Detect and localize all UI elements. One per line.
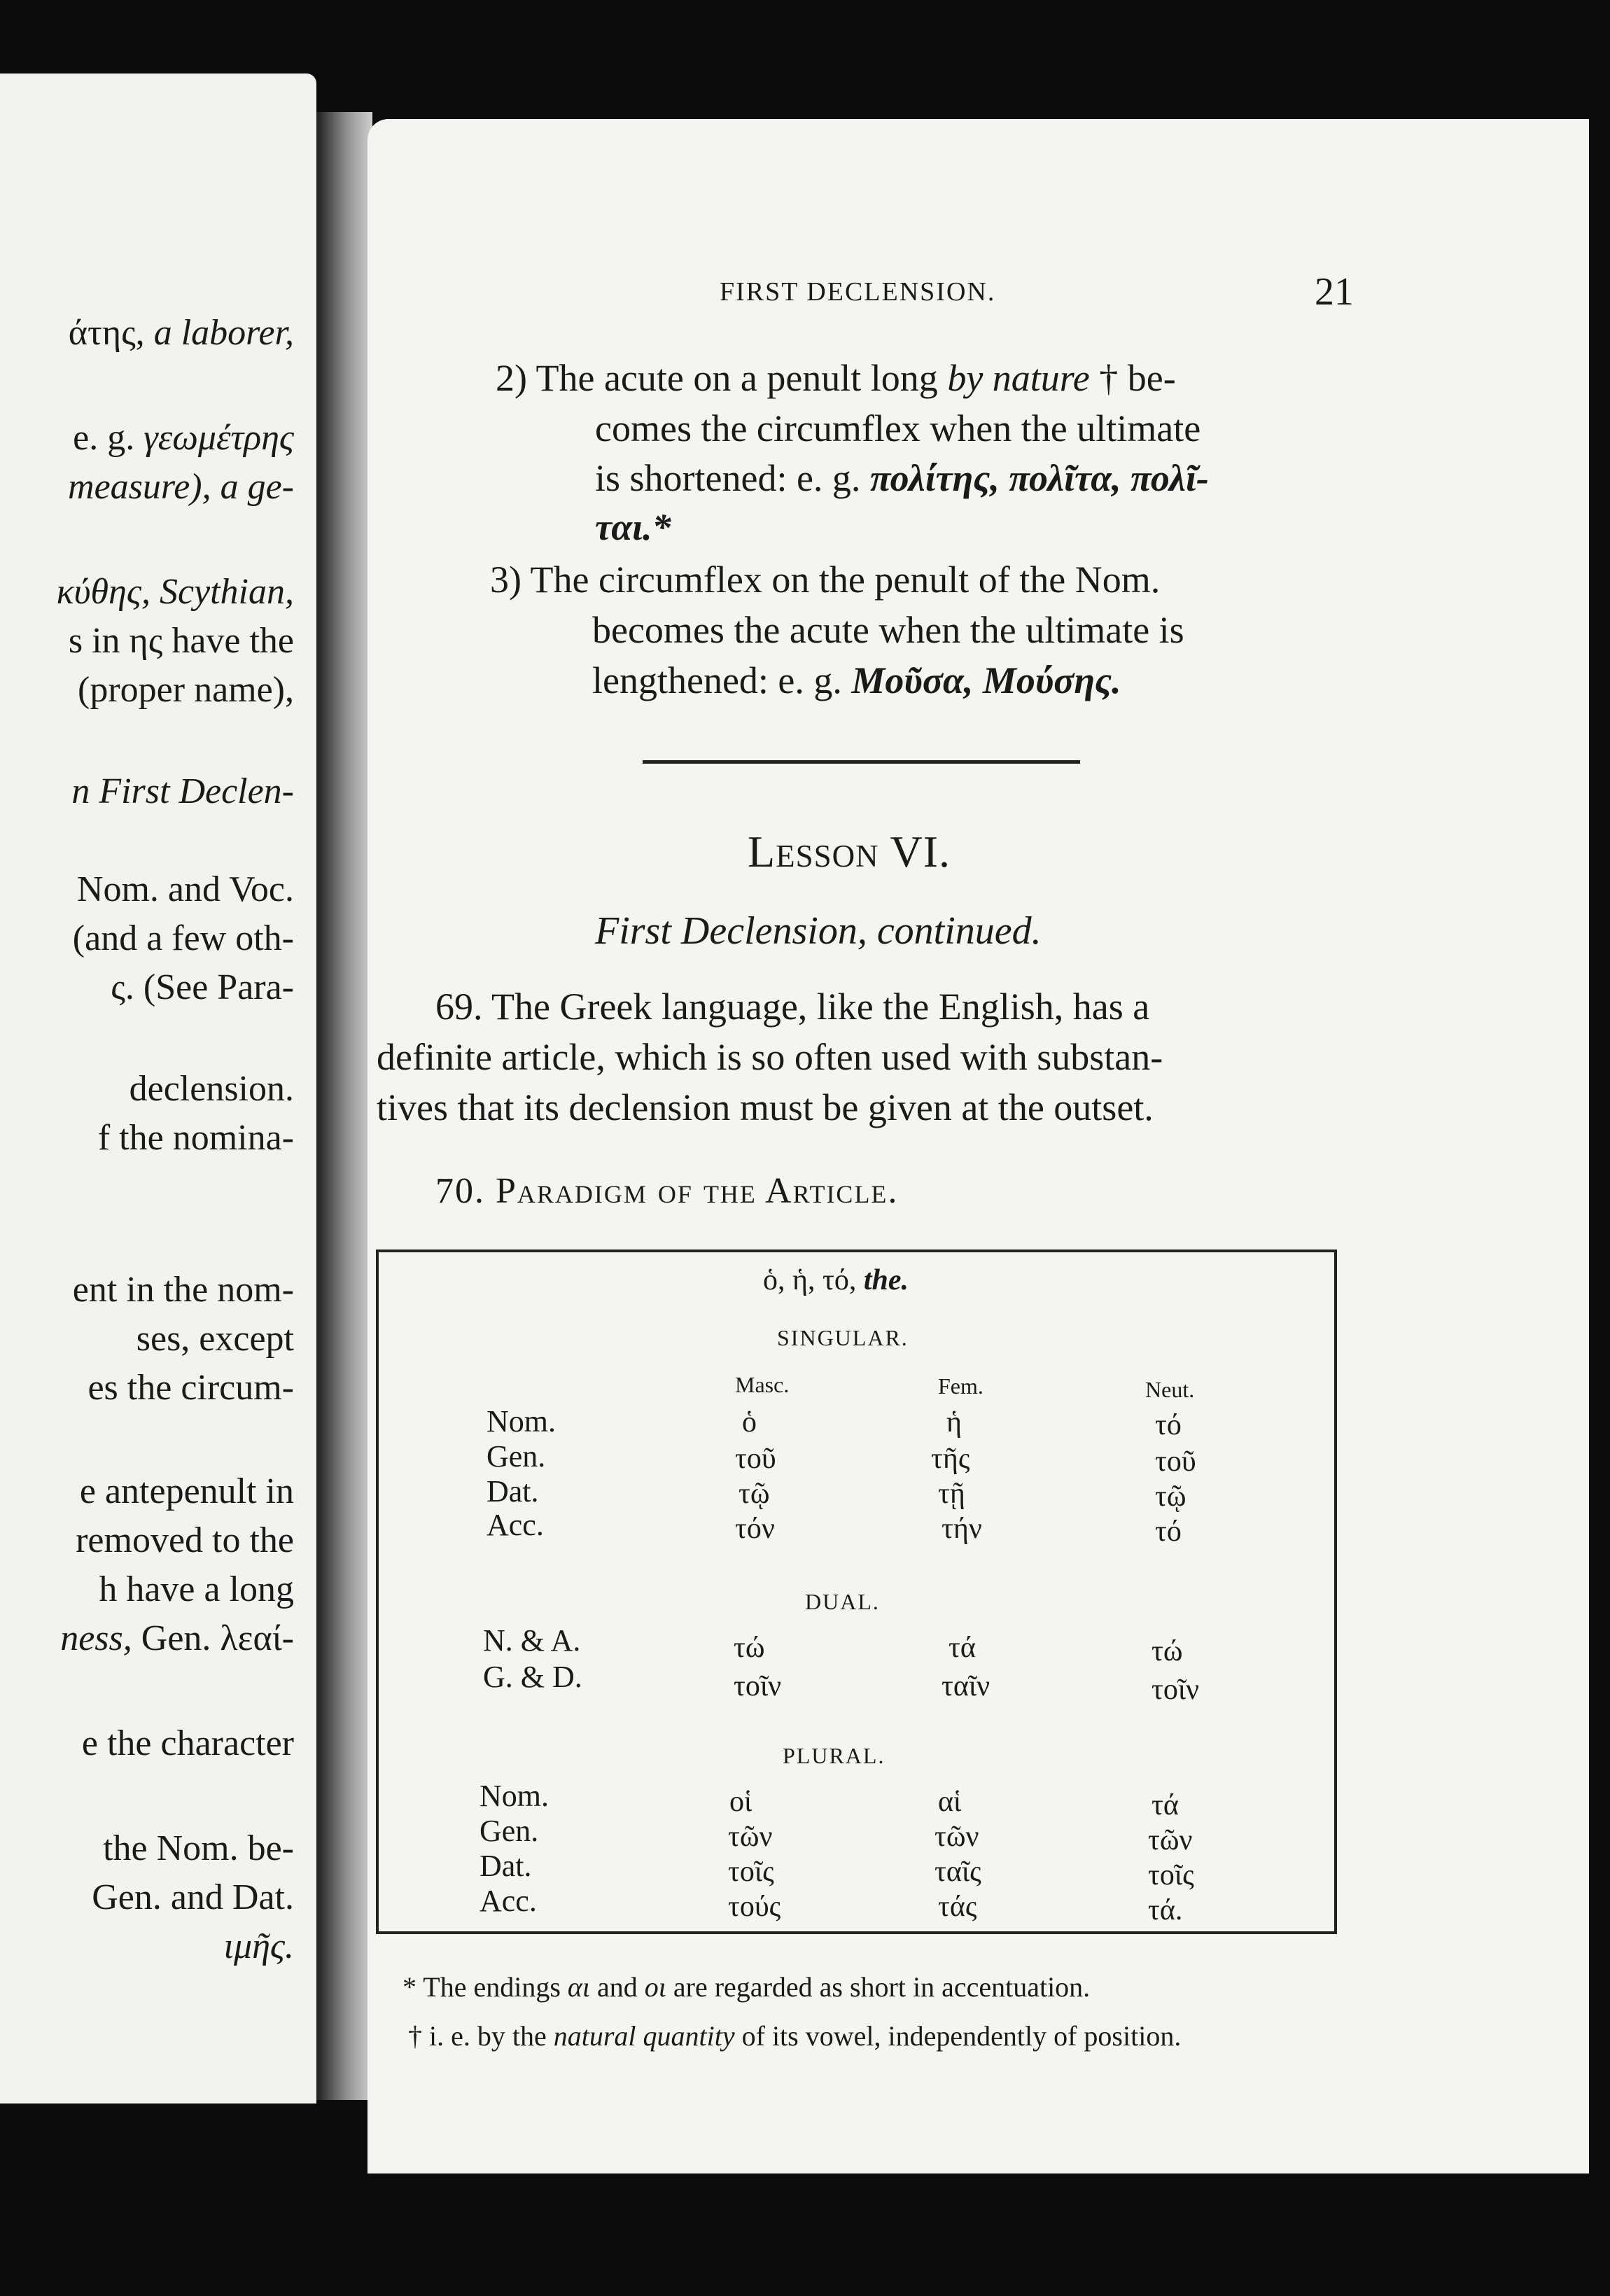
section70-heading: 70. Paradigm of the Article. [435,1171,899,1211]
left-line: removed to the [76,1520,294,1560]
left-line: Nom. and Voc. [76,869,294,909]
col-header-masc: Masc. [735,1372,790,1397]
col-header-neut: Neut. [1145,1377,1195,1402]
left-page-fragment [0,74,316,2104]
left-line: κύθης, Scythian, [56,572,294,612]
case-label: N. & A. [483,1623,581,1658]
case-label: Gen. [486,1439,546,1474]
form-cell: ὁ [742,1406,757,1438]
left-line: measure), a ge- [68,467,294,507]
rule2-line: comes the circumflex when the ultimate [595,407,1201,449]
section-divider [643,760,1080,764]
dual-heading: DUAL. [805,1589,880,1614]
form-cell: τοῖς [1148,1859,1194,1891]
case-label: Dat. [479,1849,532,1883]
form-cell: ταῖς [934,1856,981,1888]
page-number: 21 [1315,270,1354,314]
footnote-2: † i. e. by the natural quantity of its vowel, independently of position. [408,2020,1182,2052]
form-cell: τάς [938,1891,977,1923]
lesson-subtitle: First Declension, continued. [595,909,1042,953]
form-cell: τοῦ [1155,1446,1196,1478]
rule2-line: is shortened: e. g. πολίτης, πολῖτα, πολῖ- [595,457,1209,499]
plural-heading: PLURAL. [783,1743,886,1768]
left-line: es the circum- [88,1368,294,1408]
rule2-line: 2) The acute on a penult long by nature † be- [496,357,1176,399]
left-line: declension. [129,1069,294,1109]
case-label: Nom. [479,1779,549,1813]
form-cell: τῇ [938,1478,965,1510]
left-line: e. g. γεωμέτρης [73,418,294,458]
left-line: άτης, a laborer, [68,313,294,353]
form-cell: τῶν [728,1821,773,1853]
form-cell: τό [1155,1516,1182,1548]
book-gutter [316,112,372,2100]
footnote-1: * The endings αι and οι are regarded as short in accentuation. [402,1971,1091,2003]
form-cell: ταῖν [941,1670,990,1702]
rule3-line: 3) The circumflex on the penult of the Nom. [490,559,1161,601]
left-line: the Nom. be- [103,1828,294,1868]
rule3-line: becomes the acute when the ultimate is [592,609,1184,651]
section69-line: tives that its declension must be given at the outset. [377,1086,1154,1128]
form-cell: οἱ [729,1786,752,1818]
form-cell: τοῖν [1152,1674,1200,1706]
form-cell: τόν [735,1513,775,1545]
case-label: Acc. [486,1508,544,1542]
left-line: n First Declen- [71,771,294,811]
left-line: (proper name), [78,670,294,710]
form-cell: τώ [1152,1635,1183,1667]
rule2-line: ται.* [595,506,671,548]
case-label: G. & D. [483,1660,582,1694]
form-cell: αἱ [938,1786,962,1818]
form-cell: τά [1152,1789,1179,1821]
left-line: (and a few oth- [72,918,294,958]
form-cell: τῶν [934,1821,979,1853]
form-cell: τῷ [738,1478,770,1510]
case-label: Nom. [486,1404,556,1438]
section69-line: definite article, which is so often used with substan- [377,1036,1163,1078]
form-cell: τοῦ [735,1443,776,1475]
form-cell: τῆς [931,1443,970,1475]
left-line: f the nomina- [97,1118,294,1158]
case-label: Dat. [486,1474,539,1508]
form-cell: τήν [941,1513,982,1545]
form-cell: τούς [728,1891,781,1923]
left-line: Gen. and Dat. [92,1877,294,1917]
case-label: Gen. [479,1814,539,1848]
left-line: s in ης have the [68,621,294,661]
left-line: ς. (See Para- [111,967,294,1007]
form-cell: τοῖς [728,1856,774,1888]
form-cell: ἡ [946,1406,962,1438]
form-cell: τῷ [1155,1480,1186,1513]
left-line: ent in the nom- [72,1270,294,1310]
left-line: h have a long [99,1569,294,1609]
singular-heading: SINGULAR. [777,1325,909,1350]
case-label: Acc. [479,1884,537,1918]
col-header-fem: Fem. [938,1373,983,1399]
form-cell: τό [1155,1409,1182,1441]
left-line: e the character [81,1723,294,1763]
lesson-title: Lesson VI. [748,827,951,876]
section69-line: 69. The Greek language, like the English, has a [435,986,1150,1028]
form-cell: τά [948,1632,976,1664]
left-line: ses, except [136,1319,294,1359]
form-cell: τῶν [1148,1824,1193,1856]
form-cell: τά. [1148,1894,1183,1926]
running-head: FIRST DECLENSION. [720,277,996,307]
form-cell: τώ [734,1632,765,1664]
form-cell: τοῖν [734,1670,782,1702]
paradigm-caption: ὁ, ἡ, τό, the. [763,1264,909,1296]
left-line: ιμῆς. [223,1926,294,1966]
left-line: e antepenult in [79,1471,294,1511]
left-line: ness, Gen. λεαί- [60,1618,294,1658]
rule3-line: lengthened: e. g. Μοῦσα, Μούσης. [592,659,1121,701]
